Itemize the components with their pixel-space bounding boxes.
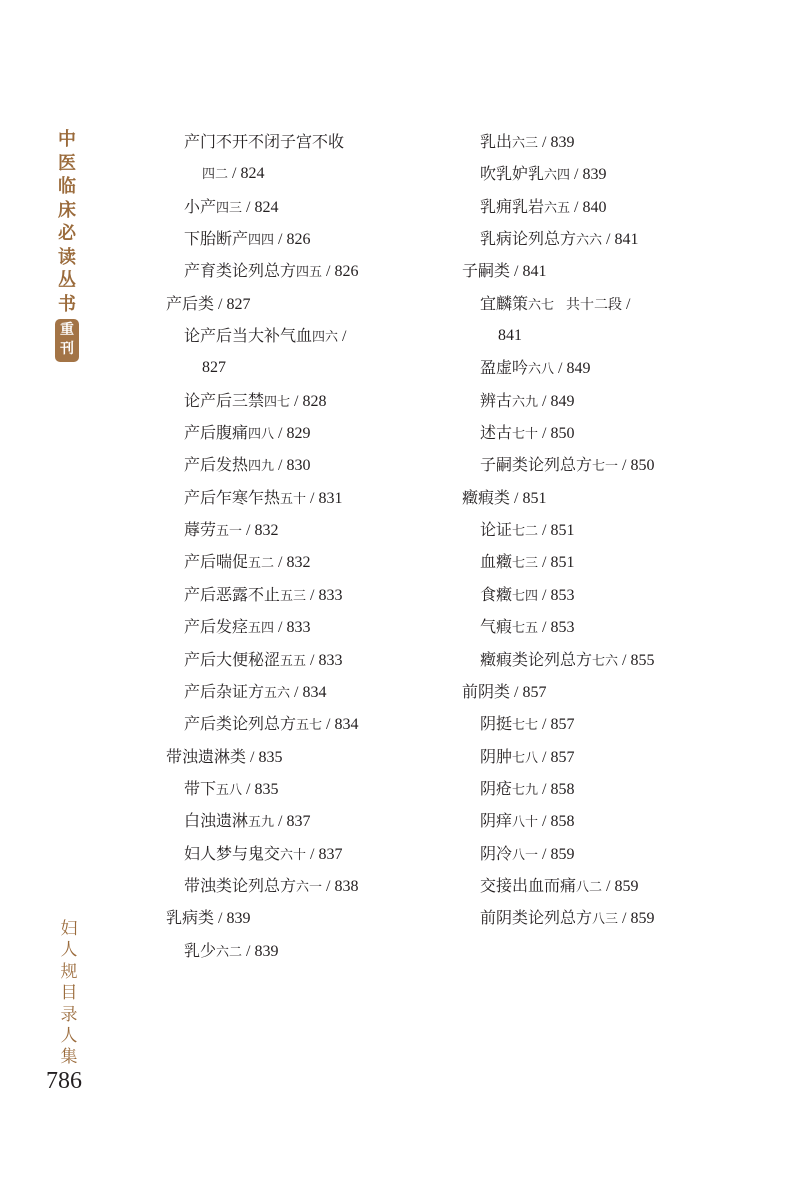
entry-page-number: 833 [318,586,343,604]
entry-title: 阴痒 [480,811,513,831]
entry-code: 七十 [512,427,539,443]
entry-separator: / [310,489,315,507]
entry-page-number: 851 [522,489,547,507]
entry-separator: / [232,165,237,183]
entry-separator: / [342,328,347,346]
entry-code: 七六 [592,653,619,669]
entry-title: 子嗣类论列总方 [480,455,593,475]
entry-title: 辨古 [480,390,513,410]
toc-entry [462,805,762,837]
toc-entry [166,126,446,158]
entry-page-number: 832 [286,554,311,572]
entry-title: 妇人梦与鬼交 [184,843,281,863]
entry-separator: / [542,813,547,831]
entry-separator: / [278,425,283,443]
toc-entry [166,514,446,546]
toc-entry [166,773,446,805]
entry-separator: / [514,489,519,507]
toc-entry [166,805,446,837]
entry-code: 五九 [248,815,275,831]
toc-entry [166,385,446,417]
toc-entry [166,320,446,352]
entry-separator: / [294,683,299,701]
book-title-char: 集 [60,1047,78,1068]
entry-page-number: 858 [550,813,575,831]
entry-code: 七五 [512,621,539,637]
entry-code: 六六 [576,233,603,249]
entry-title: 盈虚吟 [480,358,529,378]
entry-page-number: 855 [630,651,655,669]
toc-section-heading [462,255,762,287]
entry-page-number: 839 [582,166,607,184]
entry-title: 产后恶露不止 [184,584,281,604]
toc-entry [166,255,446,287]
entry-separator: / [310,651,315,669]
toc-entry [462,708,762,740]
entry-title: 白浊遗淋 [184,811,249,831]
entry-title: 产育类论列总方 [184,261,297,281]
toc-entry [166,935,446,967]
entry-code: 五十 [280,491,307,507]
entry-page-number: 850 [630,457,655,475]
entry-title: 交接出血而痛 [480,875,577,895]
entry-code: 四六 [312,330,339,346]
entry-code: 六九 [512,394,539,410]
toc-entry [166,676,446,708]
entry-separator: / [542,554,547,572]
entry-separator: / [326,716,331,734]
toc-entry-continuation [166,352,446,384]
entry-title: 吹乳妒乳 [480,164,545,184]
entry-code: 八一 [512,847,539,863]
book-title-vertical [58,919,80,1069]
entry-page-number: 834 [302,683,327,701]
series-title-vertical [54,128,80,362]
entry-separator: / [246,942,251,960]
entry-title: 阴肿 [480,746,513,766]
toc-entry [166,191,446,223]
toc-entry [462,158,762,190]
toc-section-heading [462,482,762,514]
entry-page-number: 841 [522,263,547,281]
entry-separator: / [246,198,251,216]
entry-title: 气瘕 [480,617,513,637]
entry-title: 癥瘕类论列总方 [480,649,593,669]
entry-separator: / [558,360,563,378]
entry-separator: / [542,845,547,863]
entry-code: 六三 [512,136,539,151]
series-title-char: 读 [58,246,76,268]
entry-page-number: 849 [566,360,591,378]
toc-entry [166,870,446,902]
book-title-char: 录 [60,1004,78,1025]
entry-separator: / [606,877,611,895]
entry-separator: / [250,748,255,766]
entry-title: 乳病类 [166,908,215,928]
book-title-char: 目 [60,983,78,1004]
entry-separator: / [246,780,251,798]
entry-page-number: 851 [550,554,575,572]
entry-title: 乳出 [480,132,513,151]
entry-title: 产后杂证方 [184,681,265,701]
entry-code: 四五 [296,265,323,281]
entry-page-number: 831 [318,489,343,507]
entry-code: 四二 [202,167,229,183]
series-title-char: 必 [58,223,76,244]
entry-title: 产后腹痛 [184,423,249,443]
entry-page-number: 840 [582,198,607,216]
seal-char: 重 [60,322,74,338]
toc-entry [462,579,762,611]
entry-code: 六七 [528,297,555,313]
toc-entry [166,482,446,514]
entry-page-number: 853 [550,619,575,637]
entry-page-number: 850 [550,425,575,443]
toc-entry [166,546,446,578]
entry-code: 四三 [216,200,243,216]
series-title-char: 书 [58,293,76,315]
entry-page-number: 857 [550,748,575,766]
toc-entry [462,352,762,384]
entry-code: 四八 [248,427,275,443]
entry-title: 下胎断产 [184,229,249,249]
entry-title: 产后发热 [184,455,249,475]
toc-entry [462,546,762,578]
toc-entry [462,870,762,902]
toc-entry [462,126,762,158]
entry-separator: / [294,392,299,410]
toc-entry [166,644,446,676]
entry-separator: / [542,425,547,443]
entry-page-number: 849 [550,392,575,410]
entry-code: 四九 [248,459,275,475]
entry-page-number: 853 [550,586,575,604]
entry-title: 前阴类论列总方 [480,908,593,928]
entry-title: 宜麟策 [480,293,529,313]
entry-title: 食癥 [480,584,513,604]
toc-entry [462,838,762,870]
page-number: 786 [46,1068,82,1094]
toc-entry [166,708,446,740]
toc-entry [462,902,762,934]
entry-separator: / [622,910,627,928]
entry-page-number: 837 [318,845,343,863]
entry-page-number: 824 [254,198,279,216]
entry-code: 五四 [248,621,275,637]
entry-code: 五一 [216,524,243,540]
toc-right-column [462,126,762,935]
entry-code: 八十 [512,815,539,831]
toc-entry [462,288,762,320]
entry-page-number: 839 [226,910,251,928]
book-title-char: 人 [60,940,78,961]
entry-separator: / [278,619,283,637]
entry-code: 八三 [592,912,619,928]
entry-separator: / [542,748,547,766]
entry-code: 七九 [512,782,539,798]
entry-separator: / [542,619,547,637]
entry-title: 产后乍寒乍热 [184,487,281,507]
entry-page-number: 826 [334,263,359,281]
entry-code: 七七 [512,718,539,734]
entry-title: 产后发痉 [184,617,249,637]
entry-code: 五三 [280,588,307,604]
entry-code: 七三 [512,556,539,572]
entry-page-number: 824 [240,165,265,183]
entry-title: 小产 [184,196,217,216]
entry-title: 论证 [480,520,513,540]
entry-code: 七四 [512,588,539,604]
toc-section-heading [166,288,446,320]
entry-code: 六八 [528,362,555,378]
entry-separator: / [574,166,579,184]
entry-page-number: 841 [498,327,522,345]
entry-separator: / [542,392,547,410]
entry-code: 七八 [512,750,539,766]
entry-page-number: 859 [630,910,655,928]
entry-title: 产后类论列总方 [184,714,297,734]
toc-entry [166,223,446,255]
entry-title: 产后喘促 [184,552,249,572]
entry-separator: / [310,845,315,863]
entry-separator: / [218,910,223,928]
entry-page-number: 839 [550,134,575,151]
toc-section-heading [166,902,446,934]
toc-section-heading [166,741,446,773]
entry-page-number: 835 [258,748,283,766]
series-title-char: 中 [58,129,76,150]
toc-entry-continuation [462,320,762,352]
toc-section-heading [462,676,762,708]
entry-title: 蓐劳 [184,520,217,540]
entry-code: 五八 [216,782,243,798]
entry-page-number: 828 [302,392,327,410]
toc-entry [462,385,762,417]
entry-code: 六十 [280,847,307,863]
toc-entry-continuation [166,158,446,190]
entry-separator: / [278,231,283,249]
entry-title: 阴冷 [480,843,513,863]
entry-title: 论产后三禁 [184,390,265,410]
series-title-char: 丛 [58,270,76,291]
entry-page-number: 833 [286,619,311,637]
entry-separator: / [218,295,223,313]
entry-separator: / [542,522,547,540]
toc-entry [166,611,446,643]
entry-title: 论产后当大补气血 [184,326,313,346]
entry-page-number: 830 [286,457,311,475]
series-title-char: 床 [58,199,76,221]
entry-code: 七一 [592,459,619,475]
book-title-char: 人 [60,1026,78,1047]
entry-page-number: 829 [286,425,311,443]
entry-separator: / [246,522,251,540]
entry-page-number: 837 [286,813,311,831]
toc-entry [166,449,446,481]
series-title-char: 医 [58,152,76,174]
toc-entry [166,417,446,449]
toc-entry [462,449,762,481]
entry-separator: / [542,134,547,151]
entry-page-number: 841 [614,231,639,249]
entry-separator: / [626,295,631,313]
entry-note: 共十二段 [566,296,623,313]
entry-page-number: 834 [334,716,359,734]
toc-entry [462,514,762,546]
entry-page-number: 827 [202,359,226,377]
entry-page-number: 858 [550,780,575,798]
entry-code: 七二 [512,524,539,540]
entry-title: 产后类 [166,293,215,313]
entry-title: 血癥 [480,552,513,572]
toc-entry [462,644,762,676]
entry-code: 六五 [544,200,571,216]
entry-title: 带下 [184,778,217,798]
entry-title: 述古 [480,423,513,443]
entry-separator: / [278,813,283,831]
entry-title: 产后大便秘涩 [184,649,281,669]
entry-page-number: 833 [318,651,343,669]
entry-separator: / [310,586,315,604]
entry-separator: / [542,586,547,604]
book-title-char: 规 [60,961,78,982]
entry-separator: / [514,683,519,701]
book-title-char: 妇 [60,919,78,939]
toc-entry [166,838,446,870]
entry-title: 阴疮 [480,778,513,798]
entry-page-number: 859 [614,877,639,895]
reprint-seal [55,319,79,362]
entry-page-number: 839 [254,942,279,960]
entry-title: 乳少 [184,940,217,960]
entry-separator: / [542,716,547,734]
toc-entry [166,579,446,611]
entry-title: 癥瘕类 [462,487,511,507]
entry-page-number: 851 [550,522,575,540]
entry-page-number: 835 [254,780,279,798]
toc-entry [462,417,762,449]
toc-entry [462,741,762,773]
entry-separator: / [326,263,331,281]
entry-code: 四四 [248,233,275,249]
entry-code: 六二 [216,944,243,960]
entry-page-number: 838 [334,877,359,895]
entry-page-number: 826 [286,231,311,249]
entry-code: 四七 [264,394,291,410]
toc-entry [462,223,762,255]
entry-separator: / [606,231,611,249]
toc-entry [462,611,762,643]
entry-page-number: 832 [254,522,279,540]
entry-code: 五二 [248,556,275,572]
series-title-char: 临 [58,176,76,197]
entry-title: 产门不开不闭子宫不收 [184,132,345,151]
entry-page-number: 857 [550,716,575,734]
entry-page-number: 859 [550,845,575,863]
entry-code: 六一 [296,879,323,895]
entry-title: 乳痈乳岩 [480,196,545,216]
entry-code: 五六 [264,685,291,701]
entry-title: 乳病论列总方 [480,229,577,249]
entry-title: 前阴类 [462,681,511,701]
entry-title: 带浊遗淋类 [166,746,247,766]
entry-title: 阴挺 [480,714,513,734]
entry-separator: / [542,780,547,798]
entry-separator: / [514,263,519,281]
seal-char: 刊 [60,341,74,357]
entry-page-number: 857 [522,683,547,701]
entry-title: 带浊类论列总方 [184,875,297,895]
entry-title: 子嗣类 [462,261,511,281]
entry-code: 八二 [576,879,603,895]
toc-left-column [166,126,446,967]
entry-separator: / [326,877,331,895]
entry-code: 六四 [544,168,571,184]
entry-separator: / [622,651,627,669]
entry-code: 五五 [280,653,307,669]
entry-separator: / [574,198,579,216]
entry-page-number: 827 [226,295,251,313]
entry-separator: / [278,457,283,475]
entry-separator: / [622,457,627,475]
toc-entry [462,191,762,223]
entry-separator: / [278,554,283,572]
entry-code: 五七 [296,718,323,734]
toc-entry [462,773,762,805]
